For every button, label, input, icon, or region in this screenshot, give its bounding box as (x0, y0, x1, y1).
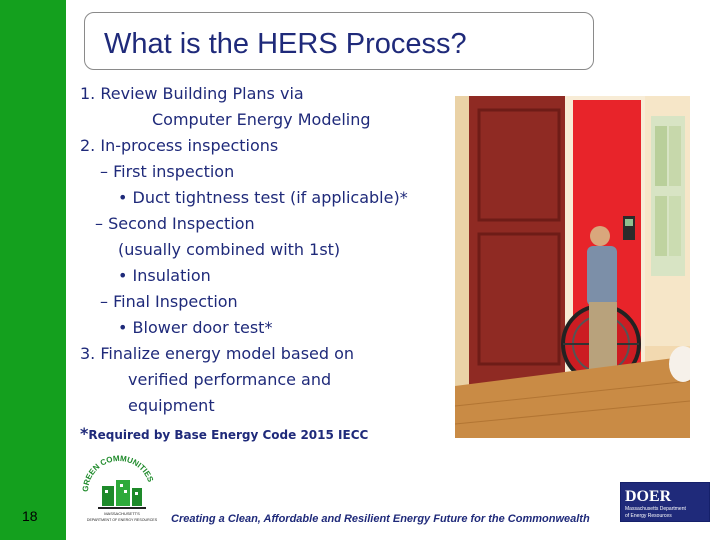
bullet-insulation: • Insulation (118, 266, 211, 285)
doer-mark: DOER (625, 488, 672, 505)
footnote-star: * (80, 424, 89, 443)
green-communities-line1: MASSACHUSETTS (104, 511, 140, 516)
bullet-second-inspection: – Second Inspection (95, 214, 255, 233)
footnote-text: Required by Base Energy Code 2015 IECC (88, 428, 369, 442)
bullet-final-inspection: – Final Inspection (100, 292, 238, 311)
bullet-first-inspection: – First inspection (100, 162, 235, 181)
doer-line2: of Energy Resources (625, 513, 672, 519)
blower-door-photo (455, 96, 690, 438)
green-communities-logo (80, 448, 158, 526)
footnote (80, 424, 368, 443)
doer-line1: Massachusetts Department (625, 506, 686, 512)
bullet-second-inspection-note: (usually combined with 1st) (118, 240, 341, 259)
footer-tagline: Creating a Clean, Affordable and Resilient Energy Future for the Commonwealth (171, 513, 590, 525)
sidebar-green-bar (0, 0, 66, 540)
bullet-step-1: 1. Review Building Plans via (80, 84, 304, 103)
page-number: 18 (22, 508, 38, 524)
green-communities-line2: DEPARTMENT OF ENERGY RESOURCES (86, 518, 158, 522)
bullet-step-2: 2. In-process inspections (80, 136, 279, 155)
slide-title: What is the HERS Process? (104, 28, 467, 60)
bullet-step-1-cont: Computer Energy Modeling (152, 110, 371, 129)
bullet-step-3-cont-2: equipment (128, 396, 215, 415)
bullet-blower-door: • Blower door test* (118, 318, 273, 337)
bullet-duct-test: • Duct tightness test (if applicable)* (118, 188, 408, 207)
doer-logo (620, 482, 710, 522)
bullet-step-3: 3. Finalize energy model based on (80, 344, 355, 363)
bullet-step-3-cont-1: verified performance and (128, 370, 332, 389)
green-communities-arc-text: GREEN COMMUNITIES (80, 453, 156, 493)
